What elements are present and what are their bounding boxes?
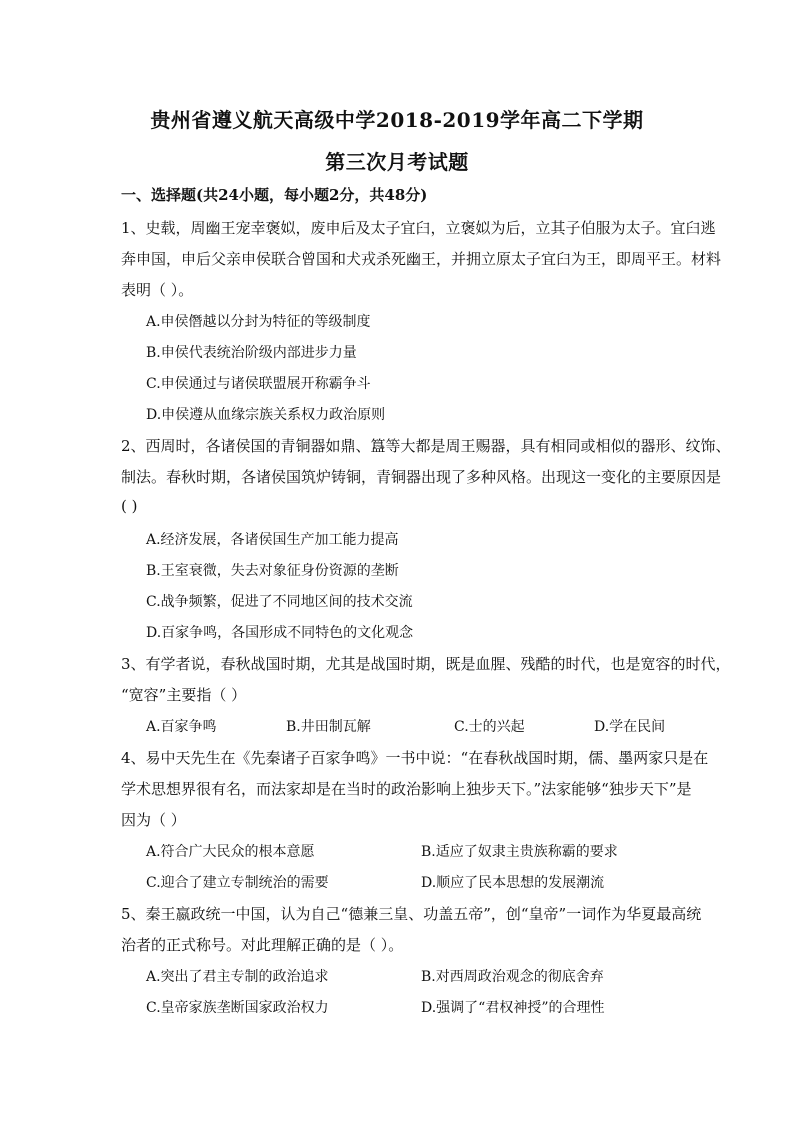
question-1-line-1: 1、史载，周幽王宠幸褒姒，废申后及太子宜臼，立褒姒为后，立其子伯服为太子。宜臼逃 xyxy=(121,219,716,237)
question-5-option-d: D.强调了“君权神授”的合理性 xyxy=(421,1000,605,1016)
question-5-option-c: C.皇帝家族垄断国家政治权力 xyxy=(146,1000,329,1016)
question-5-line-1: 5、秦王嬴政统一中国，认为自己“德兼三皇、功盖五帝”，创“皇帝”一词作为华夏最高统 xyxy=(121,905,702,923)
question-1-option-d: D.申侯遵从血缘宗族关系权力政治原则 xyxy=(146,407,386,423)
question-2-option-c: C.战争频繁，促进了不同地区间的技术交流 xyxy=(146,594,413,610)
question-2-line-1: 2、西周时，各诸侯国的青铜器如鼎、簋等大都是周王赐器，具有相同或相似的器形、纹饰、 xyxy=(121,437,731,455)
question-4-option-d: D.顺应了民本思想的发展潮流 xyxy=(421,875,605,891)
question-4-line-3: 因为（ ） xyxy=(121,811,186,829)
question-3-option-b: B.井田制瓦解 xyxy=(286,719,371,735)
question-3-option-a: A.百家争鸣 xyxy=(146,719,217,735)
question-1-option-a: A.申侯僭越以分封为特征的等级制度 xyxy=(146,314,371,330)
exam-title-line-1: 贵州省遵义航天高级中学2018-2019学年高二下学期 xyxy=(150,108,644,132)
question-4-line-1: 4、易中天先生在《先秦诸子百家争鸣》一书中说：“在春秋战国时期，儒、墨两家只是在 xyxy=(121,749,709,767)
question-5-option-b: B.对西周政治观念的彻底舍弃 xyxy=(421,969,604,985)
question-2-line-3: ( ) xyxy=(121,497,138,515)
question-3-option-c: C.士的兴起 xyxy=(454,719,525,735)
question-3-line-2: “宽容”主要指（ ） xyxy=(121,686,247,704)
question-1-line-3: 表明（ ）。 xyxy=(121,281,194,299)
exam-title-line-2: 第三次月考试题 xyxy=(325,150,469,174)
question-1-option-c: C.申侯通过与诸侯联盟展开称霸争斗 xyxy=(146,376,371,392)
question-1-option-b: B.申侯代表统治阶级内部进步力量 xyxy=(146,345,357,361)
question-3-option-d: D.学在民间 xyxy=(594,719,666,735)
question-4-option-a: A.符合广大民众的根本意愿 xyxy=(146,844,315,860)
question-2-option-b: B.王室衰微，失去对象征身份资源的垄断 xyxy=(146,563,399,579)
question-4-line-2: 学术思想界很有名，而法家却是在当时的政治影响上独步天下。”法家能够“独步天下”是 xyxy=(121,780,692,798)
question-3-line-1: 3、有学者说，春秋战国时期，尤其是战国时期，既是血腥、残酷的时代，也是宽容的时代， xyxy=(121,655,731,673)
question-5-line-2: 治者的正式称号。对此理解正确的是（ ）。 xyxy=(121,936,404,954)
question-2-line-2: 制法。春秋时期，各诸侯国筑炉铸铜，青铜器出现了多种风格。出现这一变化的主要原因是 xyxy=(121,468,722,486)
question-1-line-2: 奔申国，申后父亲申侯联合曾国和犬戎杀死幽王，并拥立原太子宜臼为王，即周平王。材料 xyxy=(121,250,722,268)
question-2-option-a: A.经济发展，各诸侯国生产加工能力提高 xyxy=(146,532,399,548)
question-2-option-d: D.百家争鸣，各国形成不同特色的文化观念 xyxy=(146,625,414,641)
section-heading: 一、选择题(共24小题，每小题2分，共48分) xyxy=(121,186,428,204)
question-5-option-a: A.突出了君主专制的政治追求 xyxy=(146,969,329,985)
question-4-option-b: B.适应了奴隶主贵族称霸的要求 xyxy=(421,844,618,860)
question-4-option-c: C.迎合了建立专制统治的需要 xyxy=(146,875,329,891)
